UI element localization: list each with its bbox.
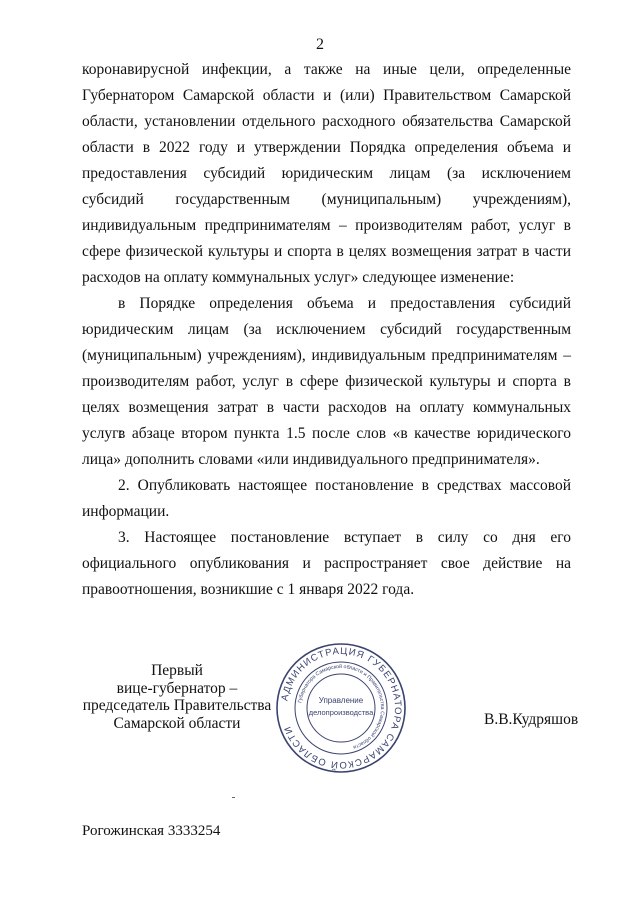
signatory-name: В.В.Кудряшов [484, 711, 579, 728]
svg-text:Губернатора Самарской области [297, 663, 385, 750]
stamp-outer-text: АДМИНИСТРАЦИЯ ГУБЕРНАТОРА САМАРСКОЙ ОБЛАСТИ [279, 645, 404, 771]
page-number: 2 [316, 36, 324, 53]
paragraph-continuation: коронавирусной инфекции, а также на иные цели, определенные Губернатором Самарской области и (или) Правительством Самарской области, установлении отдельного расходного обязательства Самарской области в 2022 году и утверждении Порядка определения объема и предоставления субсидий юридическим лицам (за исключением субсидий государственным (муниципальным) учреждениям), индивидуальным предпринимателям – производителям работ, услуг в сфере физической культуры и спорта в целях возмещения затрат в части расходов на оплату коммунальных услуг» следующее изменение: [82, 61, 571, 286]
signatory-line-1: Первый [151, 662, 203, 679]
stamp-center-line-1: Управление [318, 696, 364, 705]
stamp-inner-text: Губернатора Самарской области и Правительства Самарской области [297, 663, 386, 751]
paragraph-item-3: 3. Настоящее постановление вступает в силу со дня его официального опубликования и распространяет свое действие на правоотношения, возникшие с 1 января 2022 года. [82, 529, 571, 598]
paragraph-order-change: в Порядке определения объема и предоставления субсидий юридическим лицам (за исключением субсидий государственным (муниципальным) учреждениям), индивидуальным предпринимателям – производителям работ, услуг в сфере физической культуры и спорта в целях возмещения затрат в части расходов на оплату коммунальных услуг: [82, 295, 571, 442]
signatory-line-3: председатель Правительства [82, 697, 272, 714]
paragraph-item-2: 2. Опубликовать настоящее постановление в средствах массовой информации. [82, 477, 571, 520]
signatory-title [82, 662, 272, 732]
stamp-center-line-2: делопроизводства [308, 708, 374, 717]
paragraph-amendment: в абзаце втором пункта 1.5 после слов «в качестве юридического лица» дополнить словами «или индивидуального предпринимателя». [82, 425, 571, 468]
scan-speck [232, 797, 235, 798]
signatory-line-4: Самарской области [113, 714, 241, 732]
signatory-line-2: вице-губернатор – [116, 679, 238, 697]
official-stamp [274, 641, 408, 775]
executor-info: Рогожинская 3333254 [82, 823, 221, 839]
